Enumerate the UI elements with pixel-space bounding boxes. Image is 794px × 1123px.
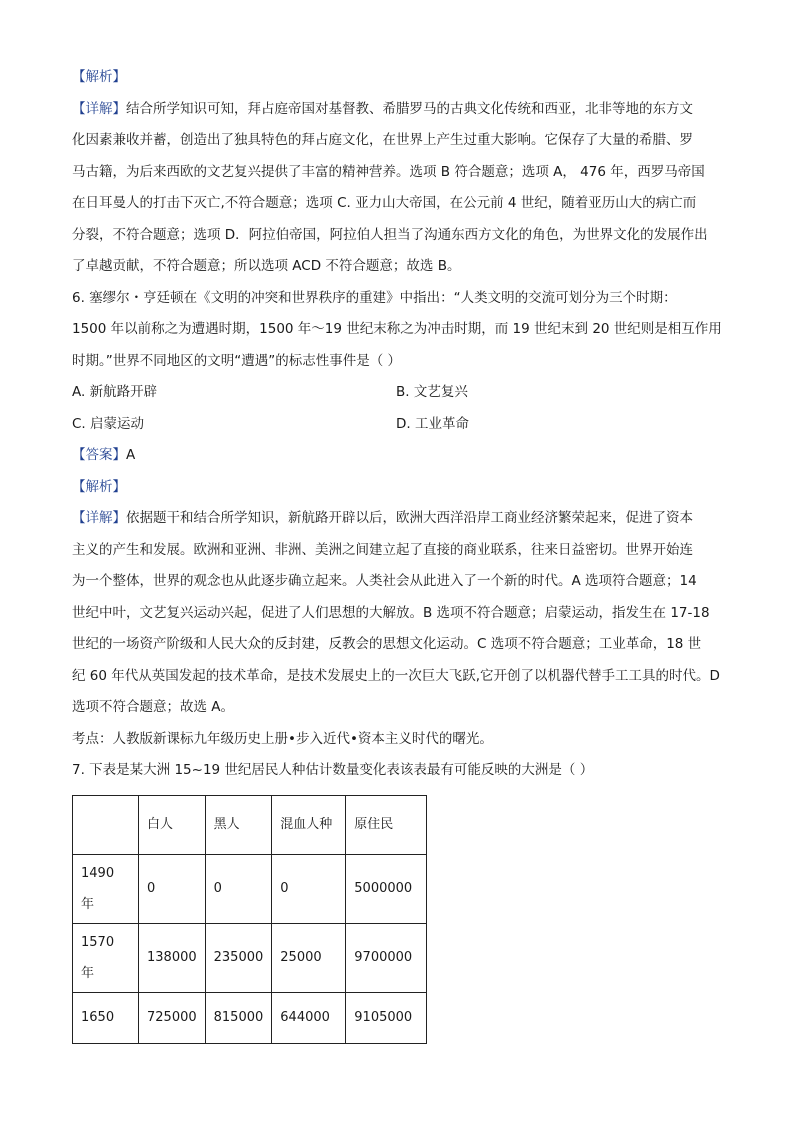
q6-detail-line-3: 为一个整体，世界的观念也从此逐步确立起来。人类社会从此进入了一个新的时代。A 选项符合题意；14 [72,573,697,589]
q5-detail-line-5: 分裂，不符合题意；选项 D．阿拉伯帝国，阿拉伯人担当了沟通东西方文化的角色，为世界文化的发展作出 [72,226,708,243]
table-row [73,923,427,992]
q6-option-a: A. 新航路开辟 [72,384,158,400]
q7-stem: 7. 下表是某大洲 15~19 世纪居民人种估计数量变化表该表最有可能反映的大洲是（ ） [72,762,594,778]
table-cell: 235000 [205,923,272,992]
q6-stem-line-1: 6. 塞缪尔・亨廷顿在《文明的冲突和世界秩序的重建》中指出：“人类文明的交流可划分为三个时期： [72,289,677,306]
q6-stem-line-3: 时期。”世界不同地区的文明“遭遇”的标志性事件是（ ） [72,352,402,369]
q6-options-row-1 [72,377,740,409]
q5-detail-line-1 [72,94,740,126]
table-cell: 9105000 [346,992,427,1043]
q6-detail-line-1 [72,503,740,535]
table-cell: 0 [139,854,206,923]
q5-analysis-header: 【解析】 [72,69,126,85]
table-cell: 138000 [139,923,206,992]
q5-detail-line-6: 了卓越贡献，不符合题意；所以选项 ACD 不符合题意；故选 B。 [72,258,461,274]
q6-options-row-2 [72,409,740,441]
q6-detail-line-7: 选项不符合题意；故选 A。 [72,699,235,715]
q6-detail-line-2: 主义的产生和发展。欧洲和亚洲、非洲、美洲之间建立起了直接的商业联系，往来日益密切。世界开始连 [72,541,693,558]
q6-option-d: D. 工业革命 [396,415,469,432]
table-cell: 25000 [272,923,346,992]
q5-detail-line-3: 马古籍，为后来西欧的文艺复兴提供了丰富的精神营养。选项 B 符合题意；选项 A， 476 年，西罗马帝国 [72,163,705,180]
table-row [73,854,427,923]
q5-detail-line-2: 化因素兼收并蓄，创造出了独具特色的拜占庭文化，在世界上产生过重大影响。它保存了大量的希腊、罗 [72,132,693,148]
table-cell: 644000 [272,992,346,1043]
document-page [72,62,740,1044]
q6-option-c: C. 启蒙运动 [72,415,145,432]
table-header-cell: 白人 [139,795,206,854]
table-header-cell [73,795,139,854]
table-header-row [73,795,427,854]
q6-analysis-header: 【解析】 [72,478,126,495]
q6-stem-line-2: 1500 年以前称之为遭遇时期，1500 年～19 世纪末称之为冲击时期，而 19 世纪末到 20 世纪则是相互作用 [72,321,722,337]
population-table [72,795,427,1044]
q6-answer-line [72,440,740,472]
q5-detail-tag: 【详解】 [72,100,126,117]
table-cell: 0 [205,854,272,923]
table-cell: 5000000 [346,854,427,923]
table-header-cell: 原住民 [346,795,427,854]
table-cell: 9700000 [346,923,427,992]
q6-answer-tag: 【答案】 [72,447,126,463]
table-cell: 1570 年 [73,923,139,992]
table-cell: 725000 [139,992,206,1043]
table-header-cell: 混血人种 [272,795,346,854]
table-header-cell: 黑人 [205,795,272,854]
q6-answer: A [126,447,136,463]
table-cell: 0 [272,854,346,923]
q6-detail-text-1: 依据题干和结合所学知识，新航路开辟以后，欧洲大西洋沿岸工商业经济繁荣起来，促进了资本 [126,510,693,526]
q6-detail-line-6: 纪 60 年代从英国发起的技术革命，是技术发展史上的一次巨大飞跃,它开创了以机器代替手工工具的时代。D [72,667,720,684]
q6-detail-line-5: 世纪的一场资产阶级和人民大众的反封建，反教会的思想文化运动。C 选项不符合题意；工业革命，18 世 [72,636,702,652]
q5-detail-text-1: 结合所学知识可知，拜占庭帝国对基督教、希腊罗马的古典文化传统和西亚，北非等地的东方文 [126,100,693,117]
q6-note: 考点：人教版新课标九年级历史上册•步入近代•资本主义时代的曙光。 [72,730,493,747]
table-cell: 815000 [205,992,272,1043]
table-row [73,992,427,1043]
q5-detail-line-4: 在日耳曼人的打击下灭亡,不符合题意；选项 C. 亚力山大帝国，在公元前 4 世纪，随着亚历山大的病亡而 [72,195,697,211]
table-cell: 1490 年 [73,854,139,923]
q6-detail-tag: 【详解】 [72,510,126,526]
table-cell: 1650 [73,992,139,1043]
q6-option-b: B. 文艺复兴 [396,384,468,400]
q6-detail-line-4: 世纪中叶，文艺复兴运动兴起，促进了人们思想的大解放。B 选项不符合题意；启蒙运动，指发生在 17-18 [72,604,710,621]
